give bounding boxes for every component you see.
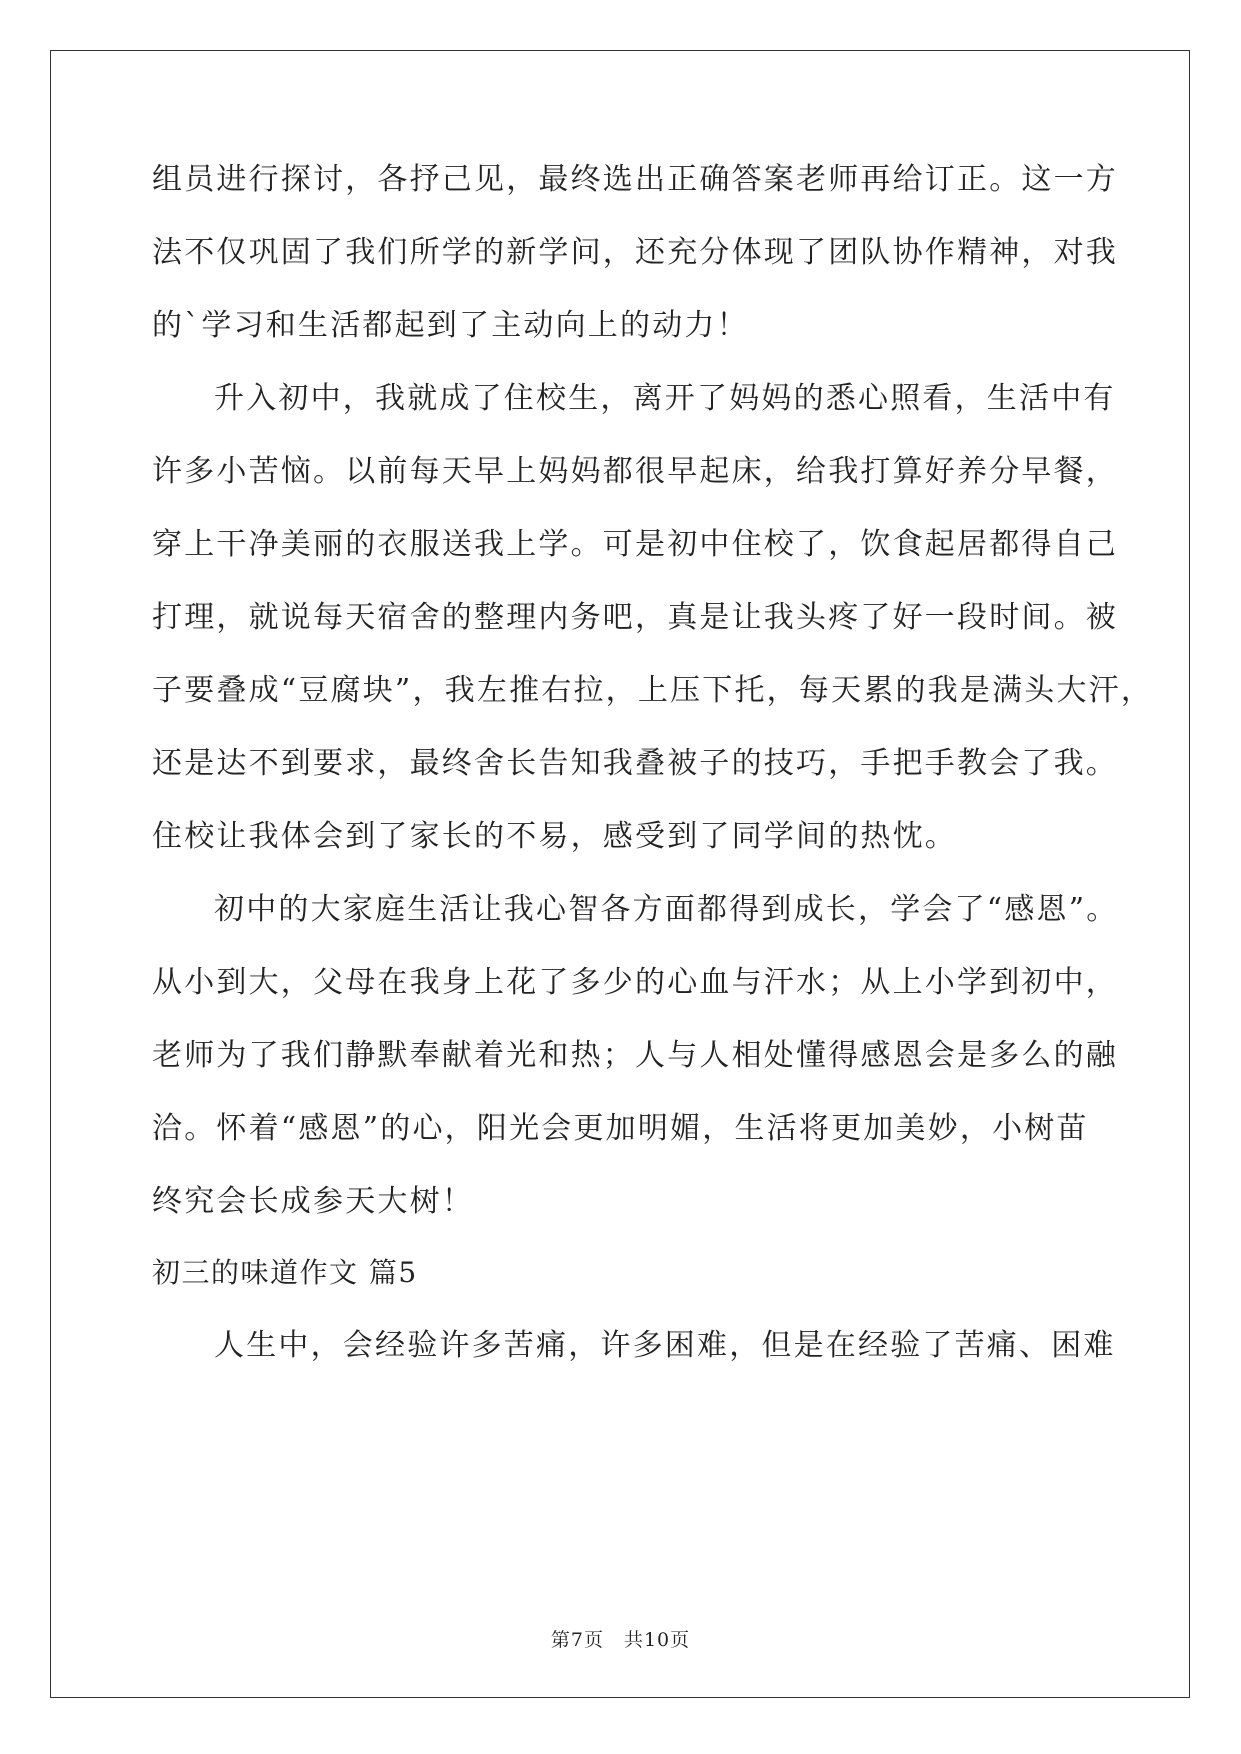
text-line: 终究会长成参天大树！ [152,1184,474,1219]
paragraph-start-line: 人生中，会经验许多苦痛，许多困难，但是在经验了苦痛、困难 [214,1328,1116,1363]
paragraph-start-line: 初中的大家庭生活让我心智各方面都得到成长，学会了“感恩”。 [214,892,1119,927]
paragraph-start-line: 升入初中，我就成了住校生，离开了妈妈的悉心照看，生活中有 [214,381,1116,416]
text-line: 从小到大，父母在我身上花了多少的心血与汗水；从上小学到初中， [152,965,1118,1000]
text-line: 许多小苦恼。以前每天早上妈妈都很早起床，给我打算好养分早餐， [152,454,1118,489]
page-border [50,50,1190,1698]
text-line: 洽。怀着“感恩”的心，阳光会更加明媚，生活将更加美妙，小树苗 [152,1111,1089,1146]
text-line: 打理，就说每天宿舍的整理内务吧，真是让我头疼了好一段时间。被 [152,600,1118,635]
text-line: 老师为了我们静默奉献着光和热；人与人相处懂得感恩会是多么的融 [152,1038,1118,1073]
text-line: 子要叠成“豆腐块”，我左推右拉，上压下托，每天累的我是满头大汗， [152,673,1154,708]
text-line: 的`学习和生活都起到了主动向上的动力！ [152,308,749,343]
text-line: 法不仅巩固了我们所学的新学问，还充分体现了团队协作精神，对我 [152,235,1118,270]
section-heading: 初三的味道作文 篇5 [152,1256,418,1289]
text-line: 组员进行探讨，各抒己见，最终选出正确答案老师再给订正。这一方 [152,162,1118,197]
text-line: 穿上干净美丽的衣服送我上学。可是初中住校了，饮食起居都得自己 [152,527,1118,562]
page-number-footer: 第7页 共10页 [550,1629,691,1651]
text-line: 还是达不到要求，最终舍长告知我叠被子的技巧，手把手教会了我。 [152,746,1118,781]
text-line: 住校让我体会到了家长的不易，感受到了同学间的热忱。 [152,819,957,854]
